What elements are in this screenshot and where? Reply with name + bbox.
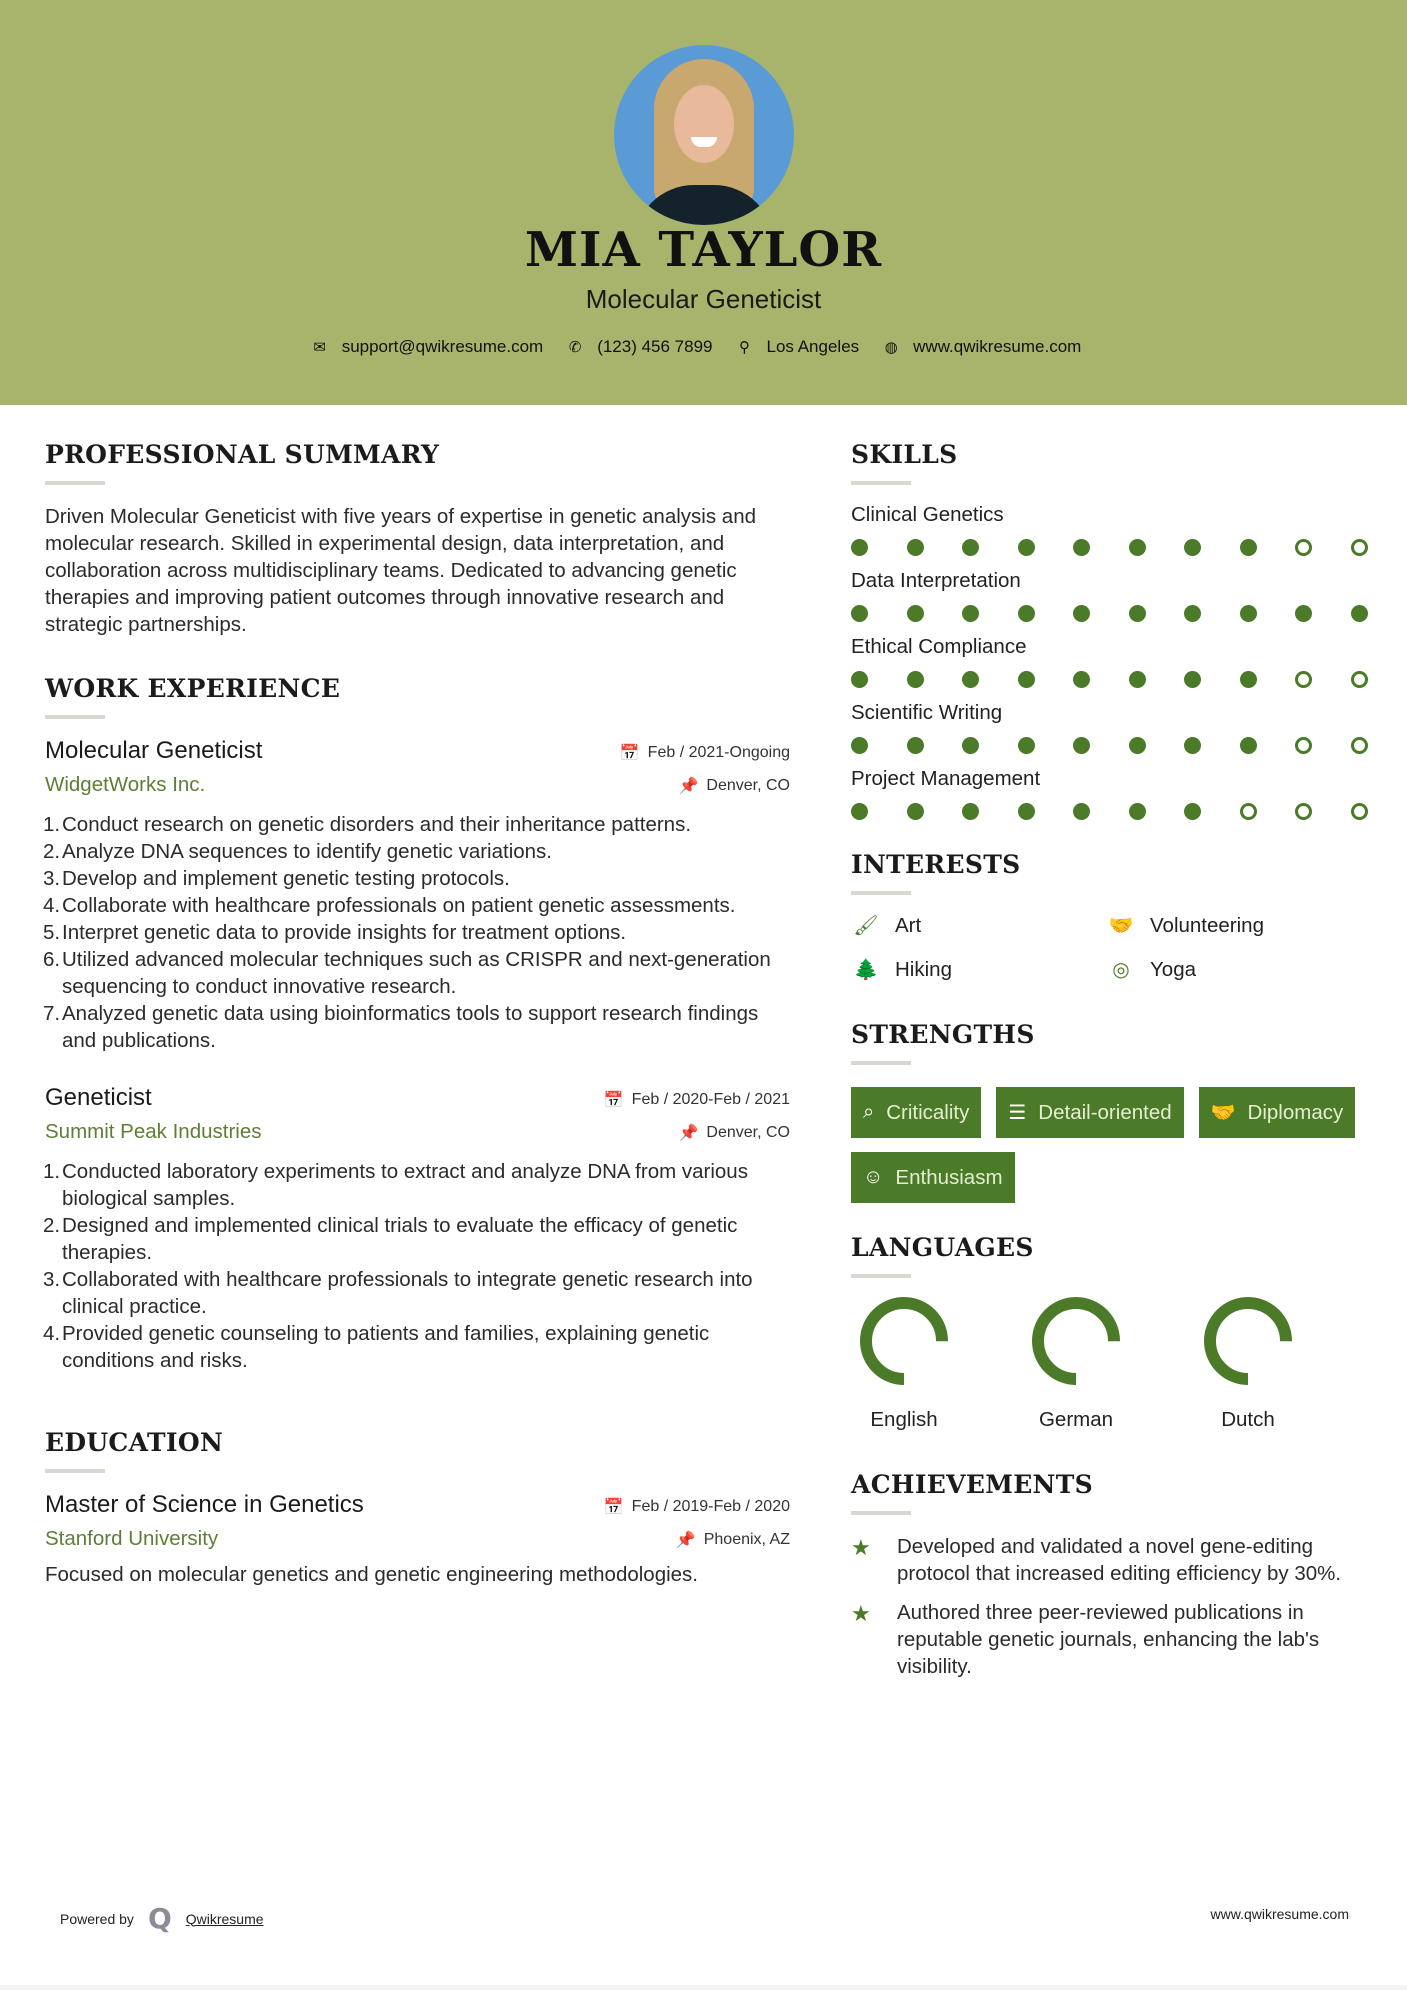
candidate-name: MIA TAYLOR (524, 222, 883, 278)
filled-dot-icon (962, 803, 979, 820)
contact-email-text: support@qwikresume.com (341, 337, 544, 356)
filled-dot-icon (962, 539, 979, 556)
achievement-item (851, 1533, 1371, 1587)
filled-dot-icon (1018, 671, 1035, 688)
contact-phone-text: (123) 456 7899 (597, 337, 713, 356)
footer-powered-by (60, 1902, 264, 1935)
contact-phone[interactable] (567, 337, 712, 357)
contact-website-text: www.qwikresume.com (913, 337, 1082, 356)
filled-dot-icon (851, 671, 868, 688)
list-icon: ☰ (1008, 1102, 1027, 1124)
section-title: LANGUAGES (851, 1233, 1034, 1262)
skill-label: Scientific Writing (851, 701, 1003, 724)
section-title: INTERESTS (851, 850, 1021, 879)
skills-list (851, 503, 1371, 820)
skill-label: Data Interpretation (851, 569, 1021, 592)
language-item (859, 1296, 949, 1432)
strength-badge (851, 1152, 1015, 1203)
language-item (1203, 1296, 1293, 1432)
handshake-icon: 🤝 (1108, 915, 1134, 937)
filled-dot-icon (1184, 737, 1201, 754)
achievement-text: Authored three peer-reviewed publications in reputable genetic journals, enhancing the lab's visibility. (897, 1601, 1320, 1678)
right-column (851, 440, 1371, 1692)
section-divider (851, 481, 911, 485)
strength-badge (851, 1087, 981, 1138)
filled-dot-icon (851, 803, 868, 820)
list-item: 3. Develop and implement genetic testing protocols. (43, 867, 510, 890)
filled-dot-icon (1129, 605, 1146, 622)
summary-section (45, 440, 790, 638)
list-item: 2. Designed and implemented clinical trials to evaluate the efficacy of genetic therapies. (43, 1214, 738, 1264)
strength-badge (996, 1087, 1183, 1138)
shooting-star-icon: ★ (851, 1535, 871, 1560)
empty-dot-icon (1351, 539, 1368, 556)
filled-dot-icon (1129, 803, 1146, 820)
section-title: SKILLS (851, 440, 958, 469)
achievement-item (851, 1599, 1371, 1680)
list-item: 4. Provided genetic counseling to patients and families, explaining genetic conditions and risks. (43, 1322, 710, 1372)
education-description: Focused on molecular genetics and genetic engineering methodologies. (45, 1563, 699, 1586)
filled-dot-icon (1240, 539, 1257, 556)
filled-dot-icon (1073, 605, 1090, 622)
filled-dot-icon (907, 803, 924, 820)
filled-dot-icon (907, 539, 924, 556)
skill-item (851, 767, 1371, 820)
contact-location (737, 337, 860, 357)
interests-list (851, 913, 1371, 982)
empty-dot-icon (1295, 671, 1312, 688)
contact-location-text: Los Angeles (766, 337, 860, 356)
empty-dot-icon (1351, 737, 1368, 754)
job-location (678, 776, 790, 796)
section-divider (45, 1469, 105, 1473)
language-label: German (1038, 1408, 1114, 1431)
section-divider (851, 1061, 911, 1065)
page-bottom-edge (0, 1985, 1407, 1990)
company-name: Summit Peak Industries (45, 1120, 262, 1143)
education-section (45, 1428, 790, 1588)
education-date-text: Feb / 2019-Feb / 2020 (631, 1498, 790, 1515)
degree-title: Master of Science in Genetics (45, 1491, 364, 1518)
envelope-icon: ✉ (313, 339, 326, 356)
job-entry (45, 1084, 790, 1374)
footer-website[interactable]: www.qwikresume.com (1210, 1906, 1349, 1922)
resume-header (0, 0, 1407, 405)
company-name: WidgetWorks Inc. (45, 773, 206, 796)
section-title: PROFESSIONAL SUMMARY (45, 440, 440, 469)
filled-dot-icon (1073, 737, 1090, 754)
interest-label: Volunteering (1150, 913, 1264, 937)
paint-brush-icon: 🖌 (853, 915, 879, 937)
filled-dot-icon (1240, 737, 1257, 754)
filled-dot-icon (1073, 671, 1090, 688)
list-item: 4. Collaborate with healthcare professionals on patient genetic assessments. (43, 894, 736, 917)
section-title: WORK EXPERIENCE (45, 674, 341, 703)
empty-dot-icon (1240, 803, 1257, 820)
section-divider (851, 1274, 911, 1278)
pushpin-icon: 📌 (675, 1532, 696, 1549)
languages-list (851, 1296, 1371, 1432)
language-progress-ring-icon (1031, 1296, 1121, 1386)
language-label: English (870, 1408, 938, 1431)
interest-item (1106, 957, 1361, 982)
shooting-star-icon: ★ (851, 1601, 871, 1626)
interest-item (851, 913, 1106, 938)
skill-rating (851, 671, 1371, 688)
skill-item (851, 635, 1371, 688)
filled-dot-icon (1184, 605, 1201, 622)
filled-dot-icon (1184, 671, 1201, 688)
filled-dot-icon (907, 671, 924, 688)
filled-dot-icon (1240, 605, 1257, 622)
empty-dot-icon (1295, 539, 1312, 556)
filled-dot-icon (962, 737, 979, 754)
empty-dot-icon (1351, 671, 1368, 688)
filled-dot-icon (907, 605, 924, 622)
search-icon: ⌕ (863, 1101, 875, 1123)
summary-text: Driven Molecular Geneticist with five years of expertise in genetic analysis and molecular research. Skilled in experimental design, data interpretation, and collaboration across multidisciplinary teams. Dedicated to advancing genetic therapies and improving patient outcomes through innovative research and strategic partnerships. (45, 505, 756, 636)
list-item: 6. Utilized advanced molecular techniques such as CRISPR and next-generation sequencing to conduct innovative research. (43, 948, 771, 998)
interest-label: Yoga (1150, 957, 1196, 981)
filled-dot-icon (1073, 803, 1090, 820)
interest-item (1106, 913, 1361, 938)
interest-label: Hiking (895, 957, 952, 981)
filled-dot-icon (1129, 539, 1146, 556)
smile-icon: ☺ (863, 1166, 884, 1188)
filled-dot-icon (1240, 671, 1257, 688)
strength-badge (1199, 1087, 1356, 1138)
filled-dot-icon (1018, 737, 1035, 754)
skill-label: Ethical Compliance (851, 635, 1027, 658)
interests-section (851, 850, 1371, 982)
strength-label: Enthusiasm (895, 1165, 1003, 1189)
calendar-icon: 📅 (603, 1499, 624, 1516)
filled-dot-icon (1129, 737, 1146, 754)
filled-dot-icon (1295, 605, 1312, 622)
skill-rating (851, 803, 1371, 820)
job-bullets (45, 811, 790, 1054)
list-item: 7. Analyzed genetic data using bioinformatics tools to support research findings and publications. (43, 1002, 759, 1052)
list-item: 2. Analyze DNA sequences to identify genetic variations. (43, 840, 552, 863)
section-divider (851, 1511, 911, 1515)
education-date (604, 1497, 790, 1517)
section-title: ACHIEVEMENTS (851, 1470, 1093, 1499)
profile-photo (614, 45, 794, 225)
achievements-section (851, 1470, 1371, 1680)
interest-item (851, 957, 1106, 982)
empty-dot-icon (1295, 803, 1312, 820)
photo-face (674, 85, 734, 163)
skill-item (851, 701, 1371, 754)
skill-label: Project Management (851, 767, 1041, 790)
life-ring-icon: ◎ (1112, 959, 1130, 981)
filled-dot-icon (1018, 803, 1035, 820)
interest-label: Art (895, 913, 922, 937)
job-location-text: Denver, CO (706, 777, 790, 794)
filled-dot-icon (851, 539, 868, 556)
education-entry (45, 1491, 790, 1588)
calendar-icon: 📅 (619, 745, 640, 762)
language-progress-ring-icon (859, 1296, 949, 1386)
skill-rating (851, 605, 1371, 622)
handshake-icon: 🤝 (1210, 1102, 1236, 1124)
skill-rating (851, 539, 1371, 556)
filled-dot-icon (1018, 605, 1035, 622)
section-divider (851, 891, 911, 895)
job-bullets (45, 1158, 790, 1374)
pushpin-icon: 📌 (678, 1125, 699, 1142)
empty-dot-icon (1351, 803, 1368, 820)
empty-dot-icon (1295, 737, 1312, 754)
section-divider (45, 481, 105, 485)
calendar-icon: 📅 (603, 1092, 624, 1109)
filled-dot-icon (1184, 539, 1201, 556)
skills-section (851, 440, 1371, 820)
filled-dot-icon (1018, 539, 1035, 556)
strength-label: Detail-oriented (1038, 1100, 1172, 1124)
language-item (1031, 1296, 1121, 1432)
language-progress-ring-icon (1203, 1296, 1293, 1386)
filled-dot-icon (1129, 671, 1146, 688)
candidate-title: Molecular Geneticist (585, 284, 822, 314)
list-item: 5. Interpret genetic data to provide insights for treatment options. (43, 921, 627, 944)
list-item: 1. Conducted laboratory experiments to extract and analyze DNA from various biological samples. (43, 1160, 748, 1210)
filled-dot-icon (1073, 539, 1090, 556)
strength-label: Diplomacy (1247, 1100, 1344, 1124)
filled-dot-icon (1184, 803, 1201, 820)
pushpin-icon: 📌 (678, 778, 699, 795)
skill-item (851, 503, 1371, 556)
qwikresume-link[interactable]: Qwikresume (185, 1910, 264, 1927)
section-title: EDUCATION (45, 1428, 224, 1457)
contact-email[interactable] (312, 337, 544, 357)
filled-dot-icon (962, 671, 979, 688)
job-location-text: Denver, CO (706, 1124, 790, 1141)
map-marker-icon: ⚲ (739, 339, 751, 356)
language-label: Dutch (1221, 1408, 1275, 1431)
job-title: Molecular Geneticist (45, 737, 263, 764)
languages-section (851, 1233, 1371, 1432)
globe-icon: ◍ (884, 339, 898, 356)
filled-dot-icon (851, 605, 868, 622)
strengths-list (851, 1087, 1371, 1203)
skill-label: Clinical Genetics (851, 503, 1004, 526)
job-date (620, 743, 790, 763)
job-title: Geneticist (45, 1084, 152, 1111)
filled-dot-icon (851, 737, 868, 754)
list-item: 3. Collaborated with healthcare professionals to integrate genetic research into clinical practice. (43, 1268, 753, 1318)
school-name: Stanford University (45, 1527, 219, 1550)
list-item: 1. Conduct research on genetic disorders and their inheritance patterns. (43, 813, 692, 836)
qwikresume-logo-icon: Q (147, 1902, 172, 1935)
achievement-text: Developed and validated a novel gene-editing protocol that increased editing efficiency by 30%. (897, 1535, 1342, 1585)
powered-by-label: Powered by (60, 1910, 134, 1927)
filled-dot-icon (907, 737, 924, 754)
job-location (678, 1123, 790, 1143)
education-location-text: Phoenix, AZ (703, 1531, 790, 1548)
job-date-text: Feb / 2020-Feb / 2021 (631, 1091, 790, 1108)
tree-icon: 🌲 (853, 959, 879, 981)
strength-label: Criticality (886, 1100, 970, 1124)
filled-dot-icon (962, 605, 979, 622)
section-divider (45, 715, 105, 719)
contact-bar (0, 337, 1407, 357)
strengths-section (851, 1020, 1371, 1203)
contact-website[interactable] (883, 337, 1081, 357)
filled-dot-icon (1351, 605, 1368, 622)
left-column (45, 440, 790, 1588)
skill-item (851, 569, 1371, 622)
job-entry (45, 737, 790, 1054)
phone-icon: ✆ (568, 339, 582, 356)
job-date (604, 1090, 790, 1110)
section-title: STRENGTHS (851, 1020, 1035, 1049)
education-location (676, 1530, 790, 1550)
skill-rating (851, 737, 1371, 754)
job-date-text: Feb / 2021-Ongoing (647, 744, 790, 761)
experience-section (45, 674, 790, 1374)
